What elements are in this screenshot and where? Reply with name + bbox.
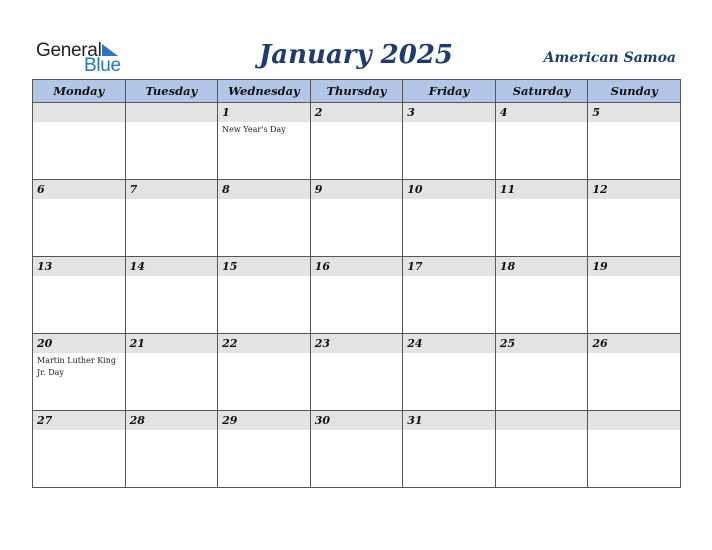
holiday-label bbox=[33, 199, 125, 201]
holiday-label bbox=[218, 276, 310, 278]
holiday-label bbox=[588, 430, 680, 432]
holiday-label bbox=[33, 276, 125, 278]
weekday-header: Thursday bbox=[310, 80, 403, 103]
holiday-label bbox=[126, 430, 218, 432]
day-number: 4 bbox=[496, 103, 588, 122]
calendar-day-cell[interactable] bbox=[33, 180, 126, 257]
calendar-week-row bbox=[33, 103, 681, 180]
calendar-day-cell[interactable] bbox=[588, 180, 681, 257]
holiday-label bbox=[588, 276, 680, 278]
day-number: 6 bbox=[33, 180, 125, 199]
holiday-label bbox=[311, 353, 403, 355]
day-number: 22 bbox=[218, 334, 310, 353]
day-number: 31 bbox=[403, 411, 495, 430]
day-number: 3 bbox=[403, 103, 495, 122]
weekday-header: Monday bbox=[33, 80, 126, 103]
calendar-day-cell[interactable] bbox=[33, 103, 126, 180]
holiday-label bbox=[588, 122, 680, 124]
calendar-day-cell[interactable] bbox=[125, 411, 218, 488]
calendar-day-cell[interactable] bbox=[125, 180, 218, 257]
day-number: 15 bbox=[218, 257, 310, 276]
calendar-day-cell[interactable] bbox=[403, 103, 496, 180]
calendar-day-cell[interactable] bbox=[33, 411, 126, 488]
holiday-label bbox=[403, 430, 495, 432]
day-number: 7 bbox=[126, 180, 218, 199]
calendar-day-cell[interactable] bbox=[588, 257, 681, 334]
holiday-label bbox=[218, 430, 310, 432]
calendar-day-cell[interactable] bbox=[310, 257, 403, 334]
holiday-label bbox=[496, 276, 588, 278]
holiday-label: New Year's Day bbox=[222, 125, 286, 134]
day-number: 1 bbox=[218, 103, 310, 122]
holiday-label bbox=[218, 353, 310, 355]
day-number: 13 bbox=[33, 257, 125, 276]
holiday-label bbox=[496, 430, 588, 432]
day-number: 17 bbox=[403, 257, 495, 276]
weekday-header-row bbox=[33, 80, 681, 103]
holiday-label bbox=[311, 430, 403, 432]
holiday-label bbox=[311, 199, 403, 201]
calendar-week-row bbox=[33, 411, 681, 488]
weekday-header: Friday bbox=[403, 80, 496, 103]
calendar-title: January 2025 bbox=[258, 40, 454, 70]
holiday-label bbox=[588, 353, 680, 355]
calendar-week-row bbox=[33, 180, 681, 257]
day-number: 11 bbox=[496, 180, 588, 199]
day-number: 2 bbox=[311, 103, 403, 122]
holiday-label bbox=[588, 199, 680, 201]
calendar-day-cell[interactable] bbox=[310, 411, 403, 488]
calendar-day-cell[interactable] bbox=[403, 180, 496, 257]
day-number: 26 bbox=[588, 334, 680, 353]
holiday-label bbox=[126, 122, 218, 124]
calendar-day-cell[interactable] bbox=[218, 257, 311, 334]
calendar-day-cell[interactable] bbox=[403, 411, 496, 488]
holiday-label bbox=[218, 199, 310, 201]
holiday-label bbox=[311, 122, 403, 124]
day-number: 28 bbox=[126, 411, 218, 430]
calendar-day-cell[interactable] bbox=[218, 180, 311, 257]
day-number: 8 bbox=[218, 180, 310, 199]
logo-text-general: General bbox=[36, 40, 102, 61]
holiday-label bbox=[496, 353, 588, 355]
calendar-grid bbox=[32, 79, 681, 488]
calendar-day-cell[interactable] bbox=[218, 411, 311, 488]
calendar-day-cell[interactable] bbox=[495, 180, 588, 257]
holiday-label bbox=[33, 430, 125, 432]
calendar-day-cell[interactable] bbox=[588, 334, 681, 411]
holiday-label bbox=[496, 122, 588, 124]
logo-text-blue: Blue bbox=[84, 55, 121, 76]
holiday-label bbox=[403, 276, 495, 278]
day-number: 30 bbox=[311, 411, 403, 430]
calendar-day-cell[interactable] bbox=[310, 103, 403, 180]
holiday-label bbox=[33, 122, 125, 124]
holiday-label bbox=[126, 353, 218, 355]
day-number: 25 bbox=[496, 334, 588, 353]
calendar-day-cell[interactable] bbox=[495, 257, 588, 334]
holiday-label bbox=[126, 276, 218, 278]
calendar-day-cell[interactable] bbox=[588, 103, 681, 180]
calendar-day-cell[interactable] bbox=[495, 411, 588, 488]
calendar-day-cell[interactable] bbox=[125, 103, 218, 180]
calendar-day-cell[interactable] bbox=[495, 103, 588, 180]
day-number bbox=[496, 411, 588, 430]
calendar-day-cell[interactable] bbox=[588, 411, 681, 488]
weekday-header: Tuesday bbox=[125, 80, 218, 103]
day-number: 21 bbox=[126, 334, 218, 353]
calendar-week-row bbox=[33, 334, 681, 411]
holiday-label: Martin Luther King Jr. Day bbox=[37, 356, 116, 377]
calendar-day-cell[interactable] bbox=[218, 334, 311, 411]
day-number: 14 bbox=[126, 257, 218, 276]
day-number: 20 bbox=[33, 334, 125, 353]
day-number: 16 bbox=[311, 257, 403, 276]
holiday-label bbox=[126, 199, 218, 201]
day-number: 27 bbox=[33, 411, 125, 430]
calendar-week-row bbox=[33, 257, 681, 334]
calendar-day-cell[interactable] bbox=[125, 257, 218, 334]
day-number: 9 bbox=[311, 180, 403, 199]
day-number: 12 bbox=[588, 180, 680, 199]
calendar-day-cell[interactable] bbox=[125, 334, 218, 411]
calendar-day-cell[interactable] bbox=[218, 103, 311, 180]
day-number: 5 bbox=[588, 103, 680, 122]
weekday-header: Saturday bbox=[495, 80, 588, 103]
day-number: 29 bbox=[218, 411, 310, 430]
day-number: 10 bbox=[403, 180, 495, 199]
day-number: 24 bbox=[403, 334, 495, 353]
day-number bbox=[126, 103, 218, 122]
day-number: 18 bbox=[496, 257, 588, 276]
calendar-day-cell[interactable] bbox=[495, 334, 588, 411]
holiday-label bbox=[496, 199, 588, 201]
holiday-label bbox=[403, 199, 495, 201]
weekday-header: Sunday bbox=[588, 80, 681, 103]
holiday-label bbox=[403, 122, 495, 124]
calendar-day-cell[interactable] bbox=[33, 334, 126, 411]
holiday-label bbox=[403, 353, 495, 355]
country-name: American Samoa bbox=[543, 50, 676, 66]
day-number bbox=[588, 411, 680, 430]
calendar-day-cell[interactable] bbox=[403, 257, 496, 334]
day-number: 19 bbox=[588, 257, 680, 276]
calendar-day-cell[interactable] bbox=[310, 180, 403, 257]
day-number: 23 bbox=[311, 334, 403, 353]
calendar-day-cell[interactable] bbox=[403, 334, 496, 411]
calendar-day-cell[interactable] bbox=[33, 257, 126, 334]
day-number bbox=[33, 103, 125, 122]
weekday-header: Wednesday bbox=[218, 80, 311, 103]
calendar-day-cell[interactable] bbox=[310, 334, 403, 411]
holiday-label bbox=[311, 276, 403, 278]
